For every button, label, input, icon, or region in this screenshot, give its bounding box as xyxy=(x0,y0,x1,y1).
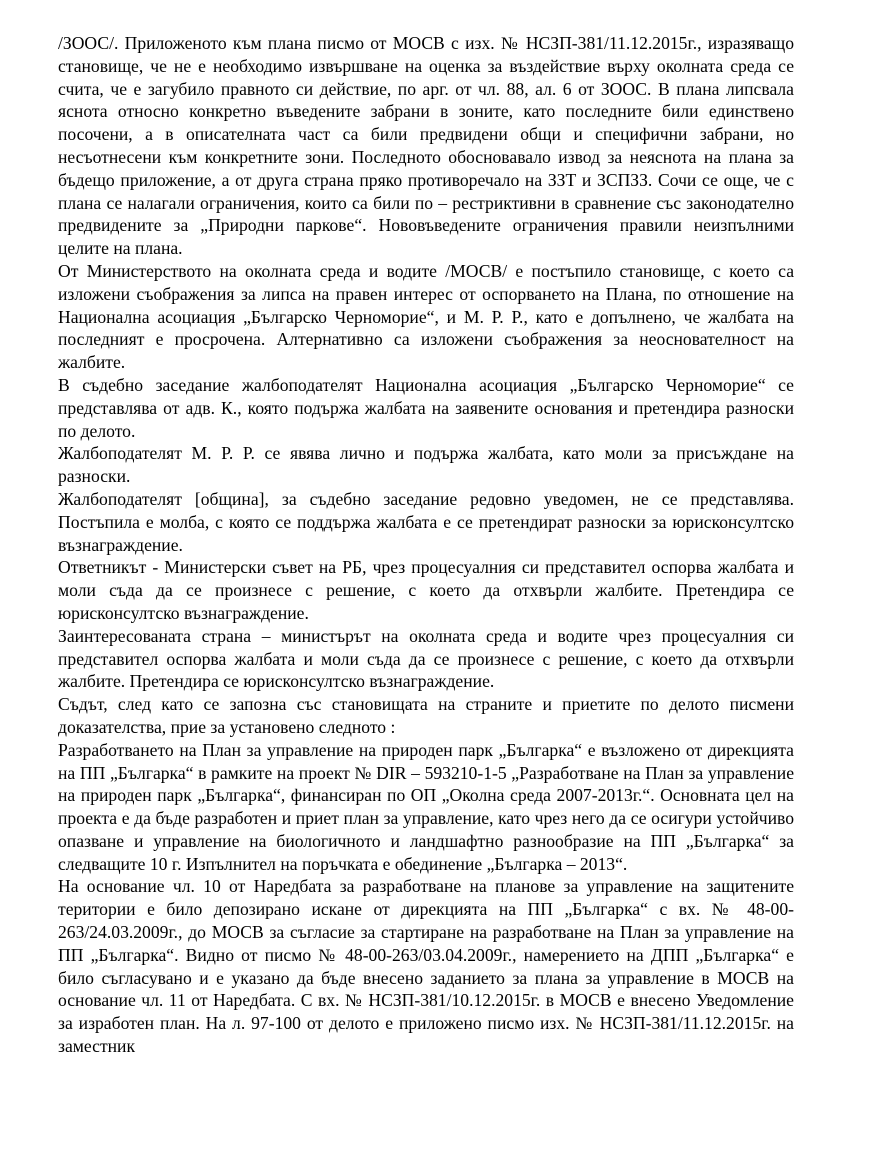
paragraph: Жалбоподателят М. Р. Р. се явява лично и подържа жалбата, като моли за присъждане на разноски. xyxy=(58,443,794,487)
paragraph: Ответникът - Министерски съвет на РБ, чрез процесуалния си представител оспорва жалбата и моли съда да се произнесе с решение, с което да отхвърли жалбите. Претендира се юрисконсултско възнаграждение. xyxy=(58,557,794,623)
paragraph: Жалбоподателят [община], за съдебно заседание редовно уведомен, не се представлява. Постъпила е молба, с която се поддържа жалбата е се претендират разноски за юрисконсултско възнаграждение. xyxy=(58,488,794,555)
paragraph: На основание чл. 10 от Наредбата за разработване на планове за управление на защитените територии е било депозирано искане от дирекцията на ПП „Българка“ с вх. № 48-00-263/24.03.2009г., до МОСВ за съгласие за стартиране на разработване на План за управление на ПП „Българка“. Видно от писмо № 48-00-263/03.04.2009г., намерението на ДПП „Българка“ е било съгласувано и е указано да бъде внесено заданието за плана за управление в МОСВ на основание чл. 11 от Наредбата. С вх. № НСЗП-381/10.12.2015г. в МОСВ е внесено Уведомление за изработен план. На л. 97-100 от делото е приложено писмо изх. № НСЗП-381/11.12.2015г. на заместник xyxy=(58,876,794,1057)
paragraph: Разработването на План за управление на природен парк „Българка“ е възложено от дирекцията на ПП „Българка“ в рамките на проект № DIR – 593210-1-5 „Разработване на План за управление на природен парк „Българка“, финансиран по ОП „Околна среда 2007-2013г.“. Основната цел на проекта е да бъде разработен и приет план за управление, като чрез него да се осигури устойчиво опазване и управление на биологичното и ландшафтно разнообразие на ПП „Българка“ за следващите 10 г. Изпълнител на поръчката е обединение „Българка – 2013“. xyxy=(58,739,794,874)
paragraph: От Министерството на околната среда и водите /МОСВ/ е постъпило становище, с което са изложени съображения за липса на правен интерес от оспорването на Плана, по отношение на Национална асоциация „Българско Черноморие“, и М. Р. Р., като е допълнено, че жалбата на последният е просрочена. Алтернативно са изложени съображения за неоснователност на жалбите. xyxy=(58,260,794,373)
paragraph: Заинтересованата страна – министърът на околната среда и водите чрез процесуалния си представител оспорва жалбата и моли съда да се произнесе с решение, с което да отхвърли жалбите. Претендира се юрисконсултско възнаграждение. xyxy=(58,625,794,692)
paragraph: /ЗООС/. Приложеното към плана писмо от МОСВ с изх. № НСЗП-381/11.12.2015г., изразяващо становище, че не е необходимо извършване на оценка за въздействие върху околната среда се счита, че е загубило правното си действие, по арг. от чл. 88, ал. 6 от ЗООС. В плана липсвала яснота относно конкретно въведените забрани в зоните, като последните били единствено посочени, а в описателната част са били предвидени общи и специфични забрани, но несъотнесени към конкретните зони. Последното обосновавало извод за неяснота на плана за бъдещо приложение, а от друга страна пряко противоречало на ЗЗТ и ЗСПЗЗ. Сочи се още, че с плана се налагали ограничения, които са били по – рестриктивни в сравнение със законодателно предвидените за „Природни паркове“. Нововъведените ограничения правили неизпълними целите на плана. xyxy=(58,33,794,259)
paragraph: Съдът, след като се запозна със становищата на страните и приетите по делото писмени доказателства, прие за установено следното : xyxy=(58,694,794,737)
paragraph: В съдебно заседание жалбоподателят Национална асоциация „Българско Черноморие“ се представлява от адв. К., която подържа жалбата на заявените основания и претендира разноски по делото. xyxy=(58,374,794,441)
